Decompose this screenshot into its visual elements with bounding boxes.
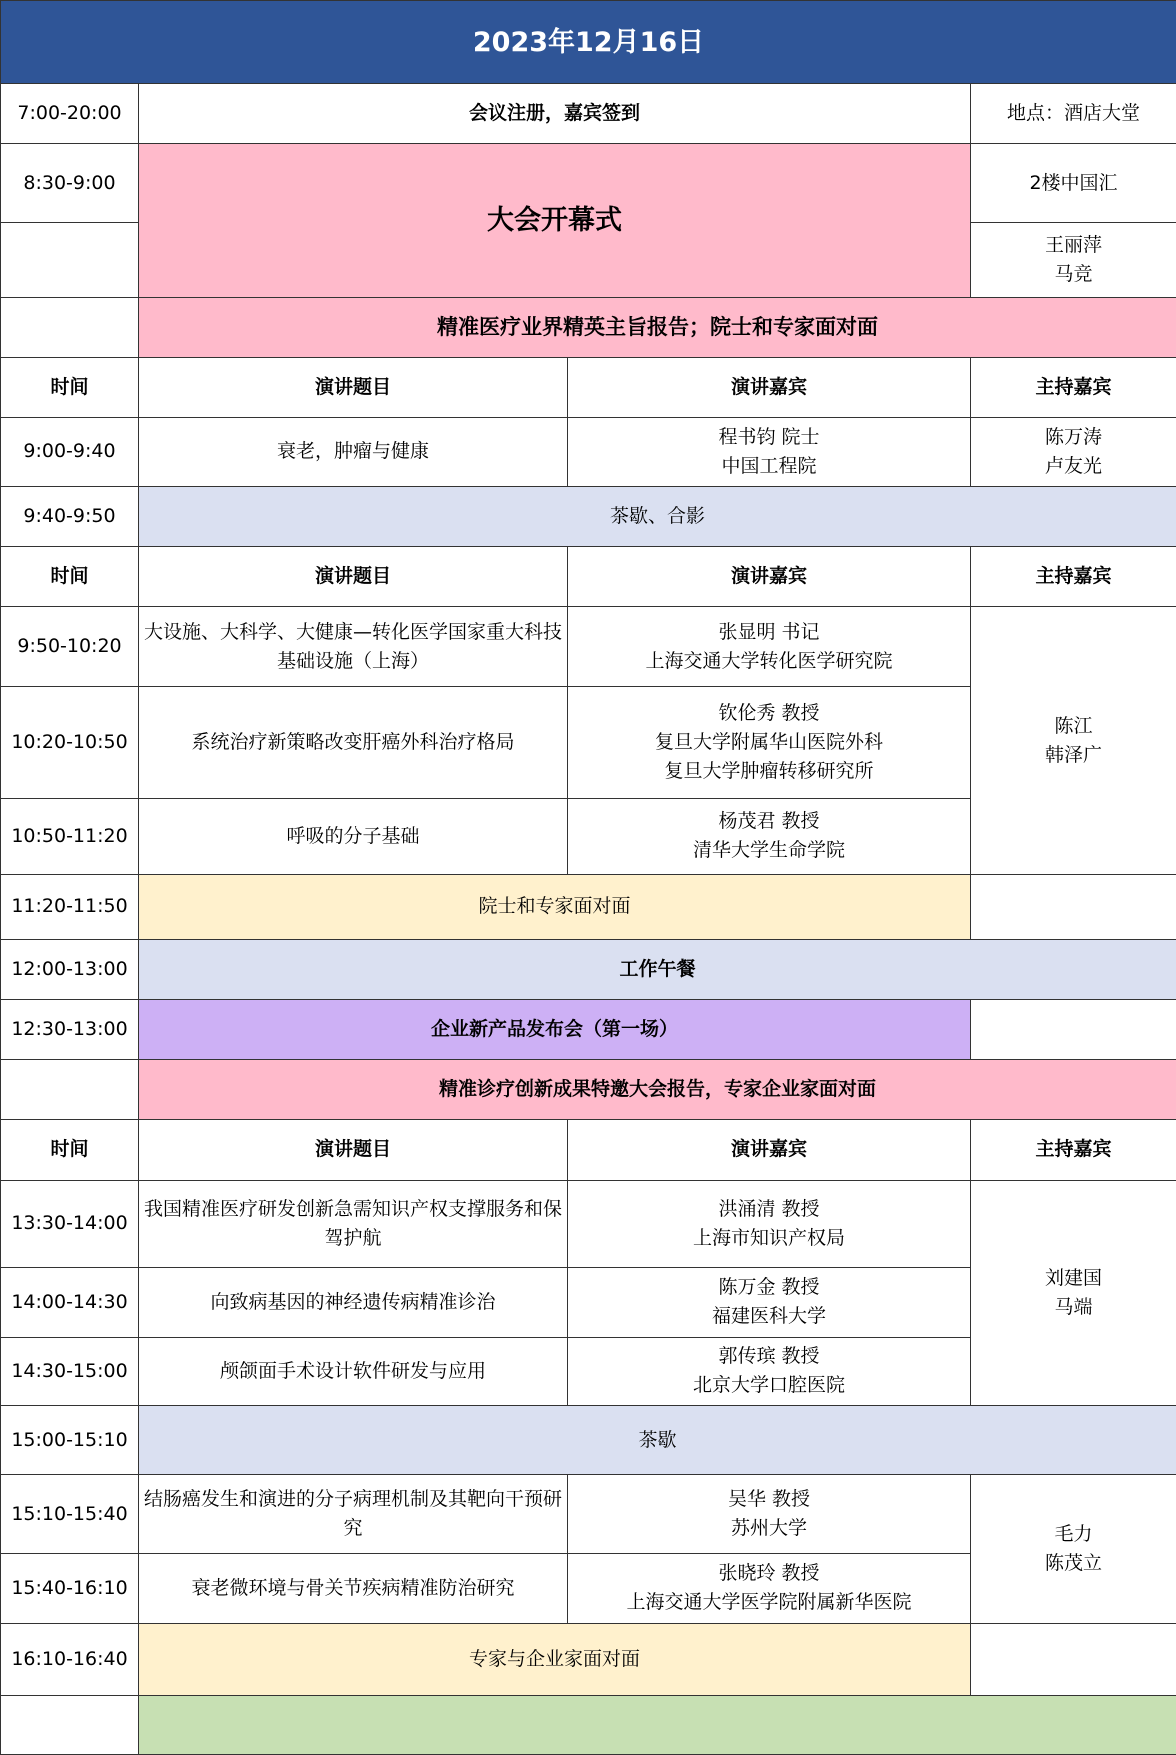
faceoff-row: [1, 874, 1176, 939]
speaker-cell: 吴华 教授 苏州大学: [568, 1475, 971, 1554]
speaker-cell: 郭传瑸 教授 北京大学口腔医院: [568, 1337, 971, 1405]
speaker-cell: 杨茂君 教授 清华大学生命学院: [568, 798, 971, 874]
session2-title: 精准诊疗创新成果特邀大会报告，专家企业家面对面: [139, 1060, 1176, 1120]
host-cell: 毛力 陈茂立: [971, 1475, 1176, 1623]
host-cell-empty: [971, 1000, 1176, 1060]
speaker-cell: 张晓玲 教授 上海交通大学医学院附属新华医院: [568, 1554, 971, 1623]
host-cell-empty: [971, 1623, 1176, 1695]
column-header-row: [1, 357, 1176, 417]
speaker-cell: 陈万金 教授 福建医科大学: [568, 1267, 971, 1337]
header-host: 主持嘉宾: [971, 357, 1176, 417]
column-header-row: [1, 547, 1176, 607]
topic-cell: 大设施、大科学、大健康—转化医学国家重大科技基础设施（上海）: [139, 607, 568, 687]
time-cell: 8:30-9:00: [1, 144, 139, 223]
talk-row: [1, 417, 1176, 486]
time-cell: 10:20-10:50: [1, 687, 139, 798]
time-cell: 14:00-14:30: [1, 1267, 139, 1337]
time-cell: 15:40-16:10: [1, 1554, 139, 1623]
session1-title: 精准医疗业界精英主旨报告；院士和专家面对面: [139, 297, 1176, 357]
lunch-row: [1, 940, 1176, 1000]
location-cell: 2楼中国汇: [971, 144, 1176, 223]
talk-row: [1, 1180, 1176, 1267]
talk-row: [1, 1475, 1176, 1554]
break-label: 茶歇: [139, 1406, 1176, 1475]
topic-cell: 我国精准医疗研发创新急需知识产权支撑服务和保驾护航: [139, 1180, 568, 1267]
header-host: 主持嘉宾: [971, 1120, 1176, 1180]
time-cell-empty: [1, 223, 139, 297]
topic-cell: 呼吸的分子基础: [139, 798, 568, 874]
time-cell: 12:30-13:00: [1, 1000, 139, 1060]
time-cell: 15:10-15:40: [1, 1475, 139, 1554]
date-header: 2023年12月16日: [1, 1, 1176, 84]
speaker-cell: 洪涌清 教授 上海市知识产权局: [568, 1180, 971, 1267]
time-cell: 15:00-15:10: [1, 1406, 139, 1475]
talk-row: [1, 607, 1176, 687]
topic-cell: 系统治疗新策略改变肝癌外科治疗格局: [139, 687, 568, 798]
speaker-cell: 张显明 书记 上海交通大学转化医学研究院: [568, 607, 971, 687]
date-header-row: [1, 1, 1176, 84]
host-cell: 陈万涛 卢友光: [971, 417, 1176, 486]
topic-cell: 颅颌面手术设计软件研发与应用: [139, 1337, 568, 1405]
header-speaker: 演讲嘉宾: [568, 547, 971, 607]
host-cell: 刘建国 马端: [971, 1180, 1176, 1405]
header-time: 时间: [1, 547, 139, 607]
header-host: 主持嘉宾: [971, 547, 1176, 607]
location-cell: 地点：酒店大堂: [971, 84, 1176, 144]
header-topic: 演讲题目: [139, 1120, 568, 1180]
time-cell: 7:00-20:00: [1, 84, 139, 144]
session1-title-row: [1, 297, 1176, 357]
final-row: [1, 1695, 1176, 1754]
topic-cell: 衰老，肿瘤与健康: [139, 417, 568, 486]
header-time: 时间: [1, 1120, 139, 1180]
time-cell: 12:00-13:00: [1, 940, 139, 1000]
faceoff-row: [1, 1623, 1176, 1695]
time-cell: 16:10-16:40: [1, 1623, 139, 1695]
time-cell: 13:30-14:00: [1, 1180, 139, 1267]
session2-title-row: [1, 1060, 1176, 1120]
time-cell: 11:20-11:50: [1, 874, 139, 939]
break-row: [1, 1406, 1176, 1475]
registration-row: [1, 84, 1176, 144]
topic-cell: 结肠癌发生和演进的分子病理机制及其靶向干预研究: [139, 1475, 568, 1554]
time-cell-empty: [1, 297, 139, 357]
header-speaker: 演讲嘉宾: [568, 357, 971, 417]
break-label: 茶歇、合影: [139, 487, 1176, 547]
speaker-cell: 钦伦秀 教授 复旦大学附属华山医院外科 复旦大学肿瘤转移研究所: [568, 687, 971, 798]
host-cell-empty: [971, 874, 1176, 939]
time-cell-empty: [1, 1060, 139, 1120]
time-cell: 14:30-15:00: [1, 1337, 139, 1405]
host-cell: 王丽萍 马竞: [971, 223, 1176, 297]
header-time: 时间: [1, 357, 139, 417]
faceoff-label: 院士和专家面对面: [139, 874, 971, 939]
time-cell: 9:40-9:50: [1, 487, 139, 547]
registration-label: 会议注册，嘉宾签到: [139, 84, 971, 144]
break-row: [1, 487, 1176, 547]
header-topic: 演讲题目: [139, 547, 568, 607]
time-cell: 9:00-9:40: [1, 417, 139, 486]
launch-row: [1, 1000, 1176, 1060]
opening-row: [1, 144, 1176, 223]
host-cell: 陈江 韩泽广: [971, 607, 1176, 875]
header-speaker: 演讲嘉宾: [568, 1120, 971, 1180]
topic-cell: 衰老微环境与骨关节疾病精准防治研究: [139, 1554, 568, 1623]
time-cell: 10:50-11:20: [1, 798, 139, 874]
column-header-row: [1, 1120, 1176, 1180]
time-cell-empty: [1, 1695, 139, 1754]
lunch-label: 工作午餐: [139, 940, 1176, 1000]
topic-cell: 向致病基因的神经遗传病精准诊治: [139, 1267, 568, 1337]
speaker-cell: 程书钧 院士 中国工程院: [568, 417, 971, 486]
header-topic: 演讲题目: [139, 357, 568, 417]
faceoff-label: 专家与企业家面对面: [139, 1623, 971, 1695]
time-cell: 9:50-10:20: [1, 607, 139, 687]
launch-label: 企业新产品发布会（第一场）: [139, 1000, 971, 1060]
final-green-bar: [139, 1695, 1176, 1754]
opening-ceremony-label: 大会开幕式: [139, 144, 971, 297]
